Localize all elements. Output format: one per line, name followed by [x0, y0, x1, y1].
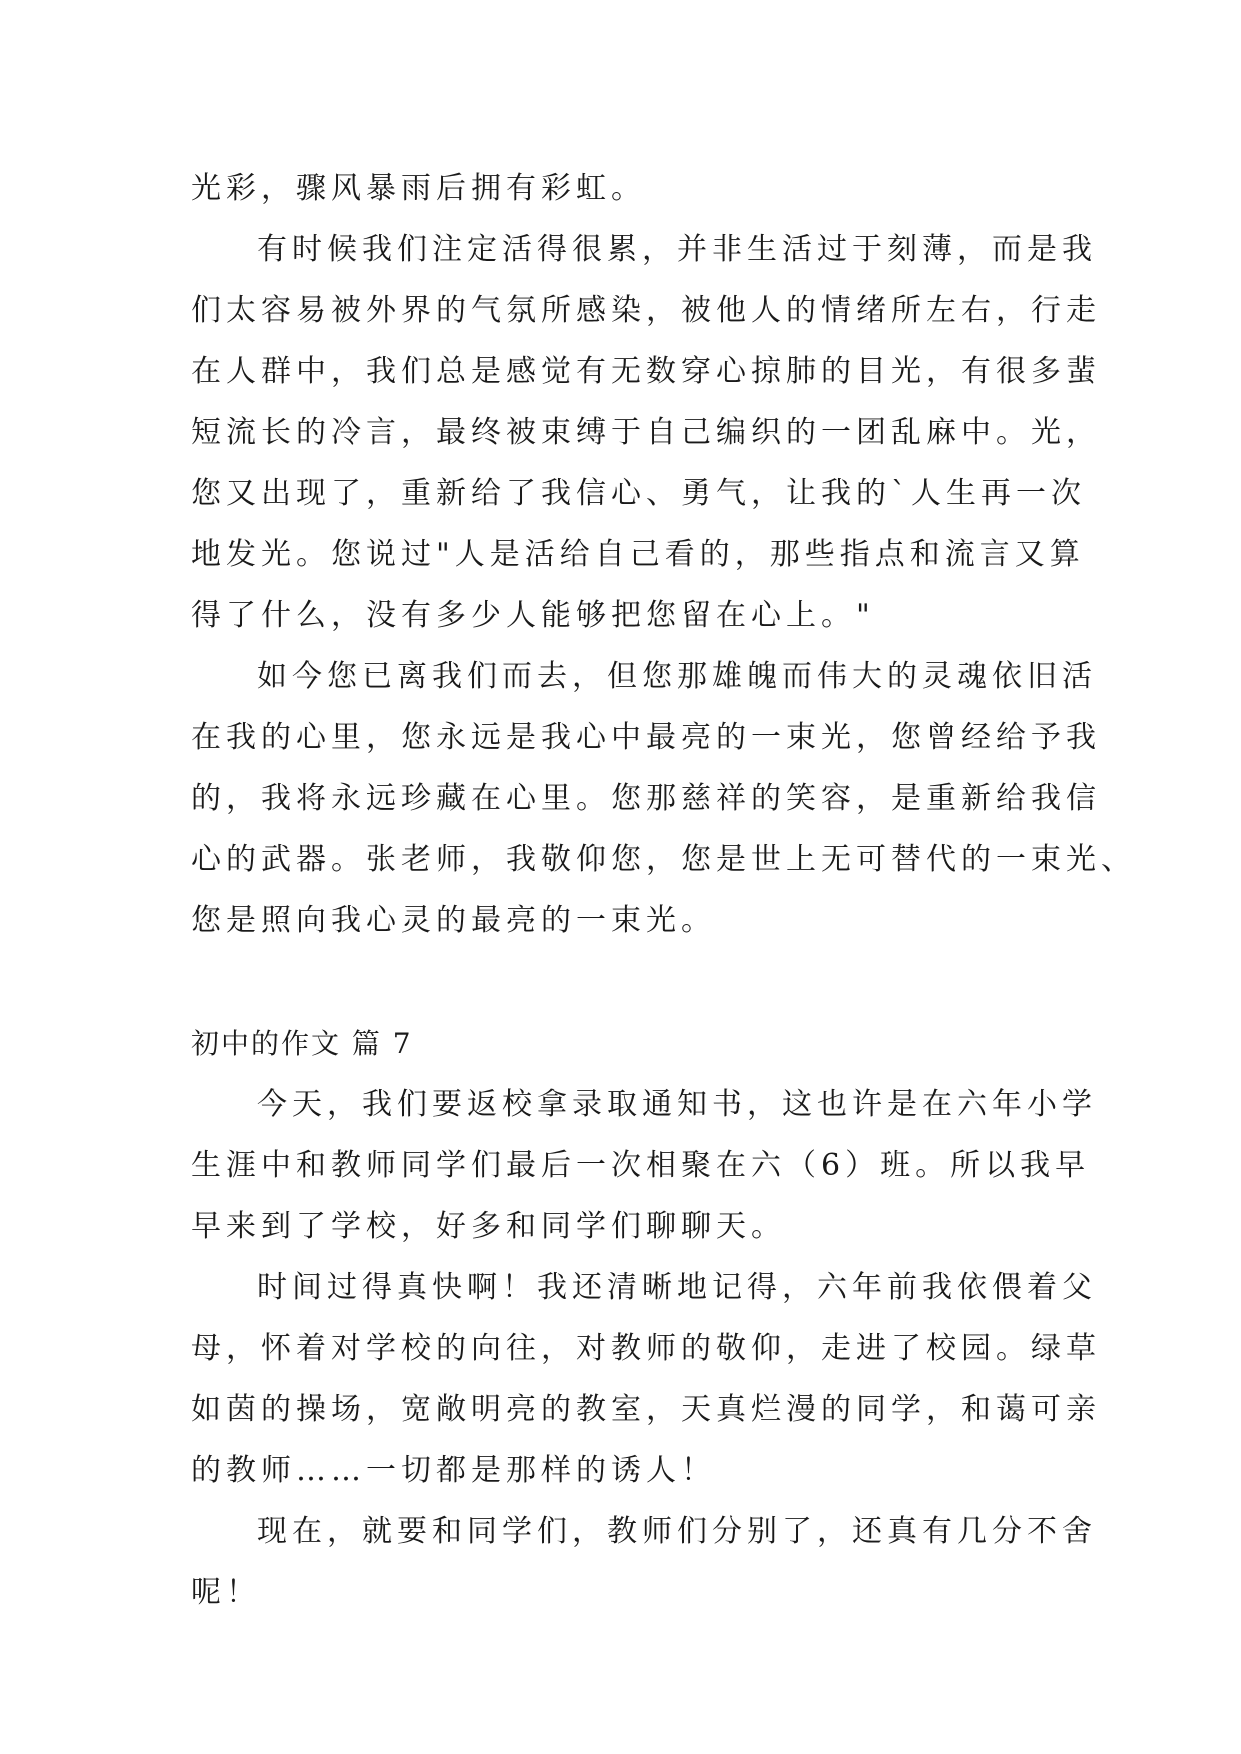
text-line: 您又出现了，重新给了我信心、勇气，让我的`人生再一次	[191, 476, 1086, 511]
text-line: 的教师……一切都是那样的诱人！	[191, 1453, 716, 1488]
paragraph-start-line: 有时候我们注定活得很累，并非生活过于刻薄，而是我	[257, 232, 1097, 267]
text-line: 心的武器。张老师，我敬仰您，您是世上无可替代的一束光、	[191, 842, 1136, 877]
document-page	[191, 158, 1136, 1623]
text-line: 短流长的冷言，最终被束缚于自己编织的一团乱麻中。光，	[191, 415, 1101, 450]
text-line: 您是照向我心灵的最亮的一束光。	[191, 903, 716, 938]
text-line: 地发光。您说过"人是活给自己看的，那些指点和流言又算	[191, 537, 1085, 572]
text-line: 呢！	[191, 1575, 261, 1610]
text-line: 如茵的操场，宽敞明亮的教室，天真烂漫的同学，和蔼可亲	[191, 1392, 1101, 1427]
text-line: 母，怀着对学校的向往，对教师的敬仰，走进了校园。绿草	[191, 1331, 1101, 1366]
paragraph-start-line: 现在，就要和同学们，教师们分别了，还真有几分不舍	[257, 1514, 1097, 1549]
paragraph-start-line: 今天，我们要返校拿录取通知书，这也许是在六年小学	[257, 1087, 1097, 1122]
text-line: 得了什么，没有多少人能够把您留在心上。"	[191, 598, 875, 633]
text-line: 生涯中和教师同学们最后一次相聚在六（6）班。所以我早	[191, 1148, 1091, 1183]
section-gap	[191, 951, 1051, 1013]
paragraph-start-line: 时间过得真快啊！我还清晰地记得，六年前我依偎着父	[257, 1270, 1097, 1305]
text-line: 们太容易被外界的气氛所感染，被他人的情绪所左右，行走	[191, 293, 1101, 328]
text-line: 光彩，骤风暴雨后拥有彩虹。	[191, 171, 646, 206]
paragraph-start-line: 如今您已离我们而去，但您那雄魄而伟大的灵魂依旧活	[257, 659, 1097, 694]
text-line: 早来到了学校，好多和同学们聊聊天。	[191, 1209, 786, 1244]
text-line: 在人群中，我们总是感觉有无数穿心掠肺的目光，有很多蜚	[191, 354, 1101, 389]
text-line: 在我的心里，您永远是我心中最亮的一束光，您曾经给予我	[191, 720, 1101, 755]
section-heading: 初中的作文 篇 7	[191, 1027, 413, 1060]
text-line: 的，我将永远珍藏在心里。您那慈祥的笑容，是重新给我信	[191, 781, 1101, 816]
